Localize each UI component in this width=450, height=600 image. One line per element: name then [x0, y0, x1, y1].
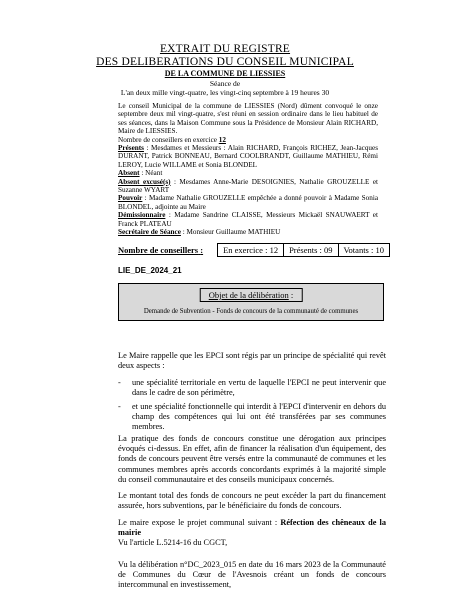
commune-title: DE LA COMMUNE DE LIESSIES [164, 69, 286, 78]
projet-name: Réfection des chêneaux de la mairie [118, 518, 386, 538]
presents-text: : Mesdames et Messieurs : Alain RICHARD, François RICHEZ, Jean-Jacques DURANT, Patrick BONNEAU, Bernard COOLBRANDT, Guillaume MATHIEU, Rémi LEROY, Lucie WILLAME et Sonia BLONDEL [118, 144, 378, 169]
absent-label: Absent [118, 169, 140, 178]
bullet-text: une spécialité territoriale en vertu de laquelle l'EPCI ne peut intervenir que dans le cadre de son périmètre, [132, 378, 386, 398]
presents-label: Présents [118, 144, 144, 153]
paragraph-projet: Le maire expose le projet communal suivant : Réfection des chêneaux de la mairie [118, 518, 386, 538]
seance-date: L'an deux mille vingt-quatre, les vingt-cinq septembre à 19 heures 30 [120, 88, 330, 97]
count-votants: Votants : 10 [338, 244, 389, 256]
counts-label: Nombre de conseillers : [118, 245, 204, 255]
bullet-dash: - [118, 378, 121, 387]
absent-excuses-text: : Mesdames Anne-Marie DESOIGNIES, Nathalie GROUZELLE et Suzanne WYART [118, 177, 379, 195]
demission-text: : Madame Sandrine CLAISSE, Messieurs Mickaël SNAUWAERT et Franck PLATEAU [118, 211, 378, 228]
bullet-territoriale [118, 378, 386, 398]
count-presents: Présents : 09 [283, 244, 337, 256]
pouvoir-label: Pouvoir [118, 194, 143, 203]
convocation-block [118, 102, 378, 237]
paragraph-deliberation: Vu la délibération n°DC_2023_015 en date du 16 mars 2023 de la Communauté de Communes du Cœur de l'Avesnois créant un fonds de concours intercommunal en investissement, [118, 560, 386, 590]
deliberations-title: DES DELIBERATIONS DU CONSEIL MUNICIPAL [96, 56, 354, 68]
absent-excuses-label: Absent excusé(s) [118, 177, 171, 186]
bullet-dash: - [118, 402, 121, 411]
counts-box [217, 243, 390, 257]
register-title: EXTRAIT DU REGISTRE [159, 43, 291, 55]
paragraph-cgct: Vu l'article L.5214-16 du CGCT, [118, 538, 228, 547]
objet-title: Objet de la délibération : [200, 288, 303, 302]
deliberation-reference: LIE_DE_2024_21 [118, 266, 182, 275]
objet-box [118, 283, 384, 321]
bullet-fonctionnelle [118, 402, 386, 433]
secretaire-text: : Monsieur Guillaume MATHIEU [182, 228, 281, 237]
paragraph-principle: Le Maire rappelle que les EPCI sont régis par un principe de spécialité qui revêt deux aspects : [118, 351, 386, 371]
counts-row [118, 243, 388, 257]
secretaire-label: Secrétaire de Séance [118, 228, 181, 237]
seance-label: Séance de [209, 79, 241, 88]
convocation-text: Le conseil Municipal de la commune de LIESSIES (Nord) dûment convoqué le onze septembre deux mil vingt-quatre, s'est réuni en session ordinaire dans le lieu habituel de ses séances, dans la Maison Commune sous la Présidence de Monsieur Alain RICHARD, Maire de LIESSIES. [118, 102, 378, 136]
paragraph-fonds-concours: La pratique des fonds de concours constitue une dérogation aux principes évoqués ci-dessus. En effet, afin de financer la réalisation d'un équipement, des fonds de concours peuvent être versés entre la communauté de communes et les communes membres après accords concordants exprimés à la majorité simple du conseil communautaire et des conseils municipaux concernés. [118, 434, 386, 484]
absent-text: : Néant [141, 169, 163, 178]
pouvoir-text: : Madame Nathalie GROUZELLE empêchée a donné pouvoir à Madame Sonia BLONDEL, adjointe au Maire [118, 194, 379, 211]
exercice-value: 12 [218, 135, 226, 144]
paragraph-montant: Le montant total des fonds de concours ne peut excéder la part du financement assurée, hors subventions, par le bénéficiaire du fonds de concours. [118, 491, 386, 511]
objet-subject: Demande de Subvention - Fonds de concours de la communauté de communes [143, 308, 359, 315]
bullet-text: et une spécialité fonctionnelle qui interdit à l'EPCI d'intervenir en dehors du champ des compétences qui lui ont été transférées par ses communes membres. [132, 402, 386, 432]
count-exercice: En exercice : 12 [223, 245, 279, 255]
demission-label: Démissionnaire [118, 211, 166, 220]
exercice-label: Nombre de conseillers en exercice [118, 135, 217, 144]
